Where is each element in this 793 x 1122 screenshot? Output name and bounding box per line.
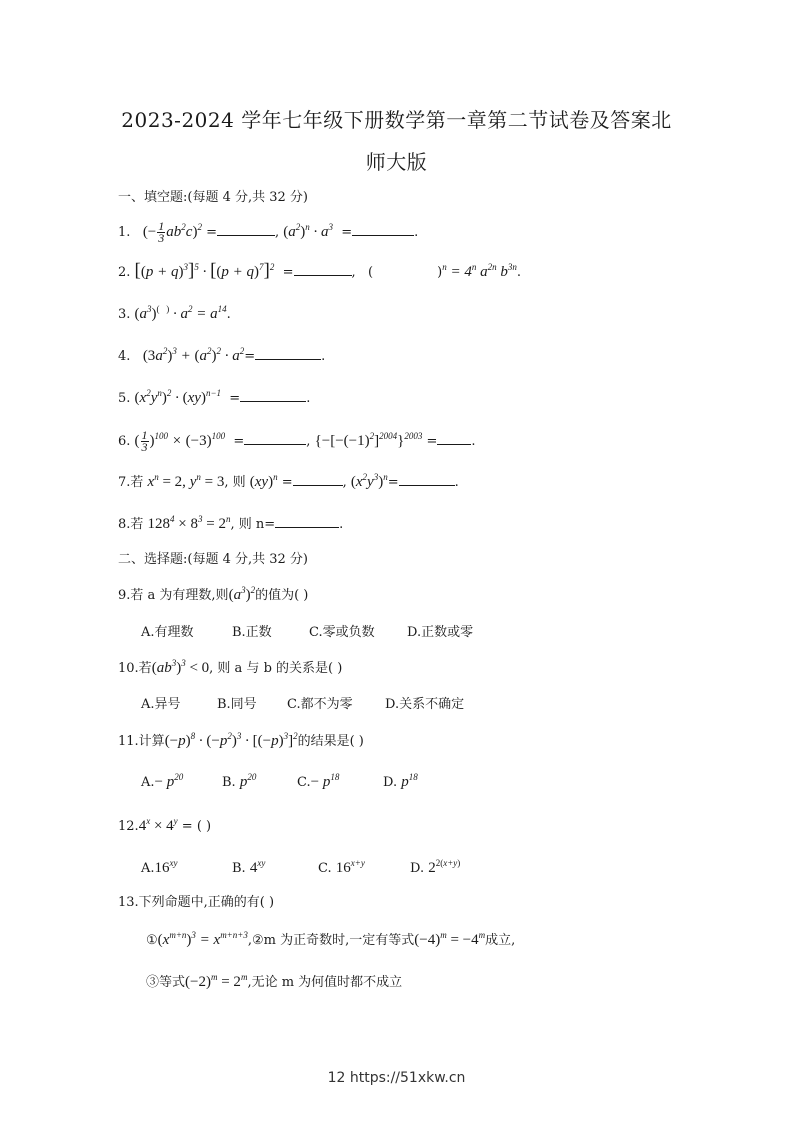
q7-formula-b: $(x^2y^3)^n$ [350, 472, 388, 490]
q1-formula-b: $(a^2)^n \cdot a^3$ [283, 221, 333, 240]
q5-formula: $(x^2y^n)^2 \cdot (xy)^{n-1}$ [134, 388, 222, 406]
q13-statement-3: ③等式$(-2)^m = 2^m$,无论 m 为何值时都不成立 [146, 972, 403, 990]
page-footer: 12 https://51xkw.cn [327, 1070, 466, 1086]
question-7: 7.若 $x^n = 2$, $y^n = 3$, 则 (xy)$^n$ = , $(x^2y^3)^n=$ . [118, 472, 459, 490]
q6-formula-a: ( $\frac{1}{3}$ )$^{100} \times (-3)^{100}$ [134, 428, 226, 454]
question-13: 13.下列命题中,正确的有( ) [118, 895, 275, 910]
q11-formula: $(-p)^8 \cdot (-p^2)^3 \cdot [(-p)^3]^2$ [164, 731, 298, 749]
q13-formula-2: $(-4)^m = -4^m$ [414, 930, 486, 948]
q6-formula-b: $\{-[-(-1)^2]^{2004}\}^{2003}$ [314, 430, 423, 449]
q12-option-d[interactable]: D. $2^{2(x+y)}$ [410, 858, 461, 876]
question-1: 1. (− $\frac{1}{3}$ $ab^2c)^2$ = , $(a^2)^n \cdot a^3$ = . [118, 219, 419, 245]
q10-formula: $(ab^3)^3 < 0$ [151, 658, 210, 676]
q9-option-c[interactable]: C.零或负数 [309, 625, 375, 640]
page-title-line2: 师大版 [365, 150, 428, 174]
q9-option-a[interactable]: A.有理数 [141, 625, 194, 640]
question-6: 6. ( $\frac{1}{3}$ )$^{100} \times (-3)^{100}$ = , $\{-[-(-1)^2]^{2004}\}^{2003}$ = . [118, 428, 476, 454]
q11-option-a[interactable]: $A.- p^{20}$ [141, 772, 184, 790]
q12-option-a[interactable]: $A.16^{xy}$ [141, 858, 178, 876]
question-8: 8.若 $128^4 \times 8^3 = 2^n$, 则 n= . [118, 514, 344, 532]
q12-option-c[interactable]: C. $16^{x+y}$ [318, 858, 365, 876]
q12-option-b[interactable]: B. $4^{xy}$ [232, 858, 266, 876]
question-4: 4. $(3a^2)^3 + (a^2)^2 \cdot a^2=$ . [118, 346, 326, 364]
question-3: 3. $(a^3)^{( )} \cdot a^2 = a^{14}$. [118, 304, 231, 322]
section-heading-fill-in: 一、填空题:(每题 4 分,共 32 分) [118, 190, 308, 205]
q10-option-d[interactable]: D.关系不确定 [385, 697, 465, 712]
q7-condition: $x^n = 2$, $y^n = 3$ [147, 472, 225, 490]
q10-option-a[interactable]: A.异号 [141, 697, 181, 712]
q3-formula: $(a^3)^{( )} \cdot a^2 = a^{14}$ [134, 304, 227, 322]
question-5: 5. $(x^2y^n)^2 \cdot (xy)^{n-1}$ = . [118, 388, 311, 406]
q2-formula: $[(p + q)^3]^5 \cdot [(p + q)^7]^2$ [134, 260, 275, 281]
q9-option-b[interactable]: B.正数 [232, 625, 272, 640]
q11-option-b[interactable]: B. $p^{20}$ [222, 772, 257, 790]
question-11: 11.计算$(-p)^8 \cdot (-p^2)^3 \cdot [(-p)^3]^2$的结果是( ) [118, 731, 364, 749]
q10-option-c[interactable]: C.都不为零 [287, 697, 353, 712]
question-10: 10.若$(ab^3)^3 < 0$, 则 a 与 b 的关系是( ) [118, 658, 343, 676]
q13-formula-3: $(-2)^m = 2^m$ [185, 972, 248, 990]
q11-option-c[interactable]: $C.- p^{18}$ [297, 772, 340, 790]
q11-option-d[interactable]: D. $p^{18}$ [383, 772, 418, 790]
question-12: $12.4^x \times 4^y$ = ( ) [118, 816, 212, 834]
page-title: 2023-2024 学年七年级下册数学第一章第二节试卷及答案北 [121, 108, 672, 132]
q4-formula: $(3a^2)^3 + (a^2)^2 \cdot a^2$ [142, 346, 245, 364]
q1-formula-a: (− $\frac{1}{3}$ $ab^2c)^2$ [142, 219, 202, 245]
question-9: 9.若 a 为有理数,则$(a^3)^2$的值为( ) [118, 585, 309, 603]
q9-option-d[interactable]: D.正数或零 [407, 625, 474, 640]
q8-formula: $128^4 \times 8^3 = 2^n$ [147, 514, 231, 532]
section-heading-multiple-choice: 二、选择题:(每题 4 分,共 32 分) [118, 552, 308, 567]
q7-formula-a: (xy)$^n$ [249, 472, 278, 490]
q10-option-b[interactable]: B.同号 [217, 697, 257, 712]
question-2: 2. $[(p + q)^3]^5 \cdot [(p + q)^7]^2$ = , ( )$^n = 4^n$ $a^{2n}$ $b^{3n}$. [118, 260, 521, 281]
q9-formula: $(a^3)^2$ [228, 585, 256, 603]
q12-formula: 4$^x$ × 4$^y$ [138, 816, 178, 834]
q13-formula-1: $(x^{m+n})^3 = x^{m+n+3}$ [157, 930, 248, 948]
q13-statement-1-2: $①(x^{m+n})^3$ = $x^{m+n+3},②m$ 为正奇数时,一定有等式$(-4)^m = -4^m$成立, [146, 930, 516, 948]
